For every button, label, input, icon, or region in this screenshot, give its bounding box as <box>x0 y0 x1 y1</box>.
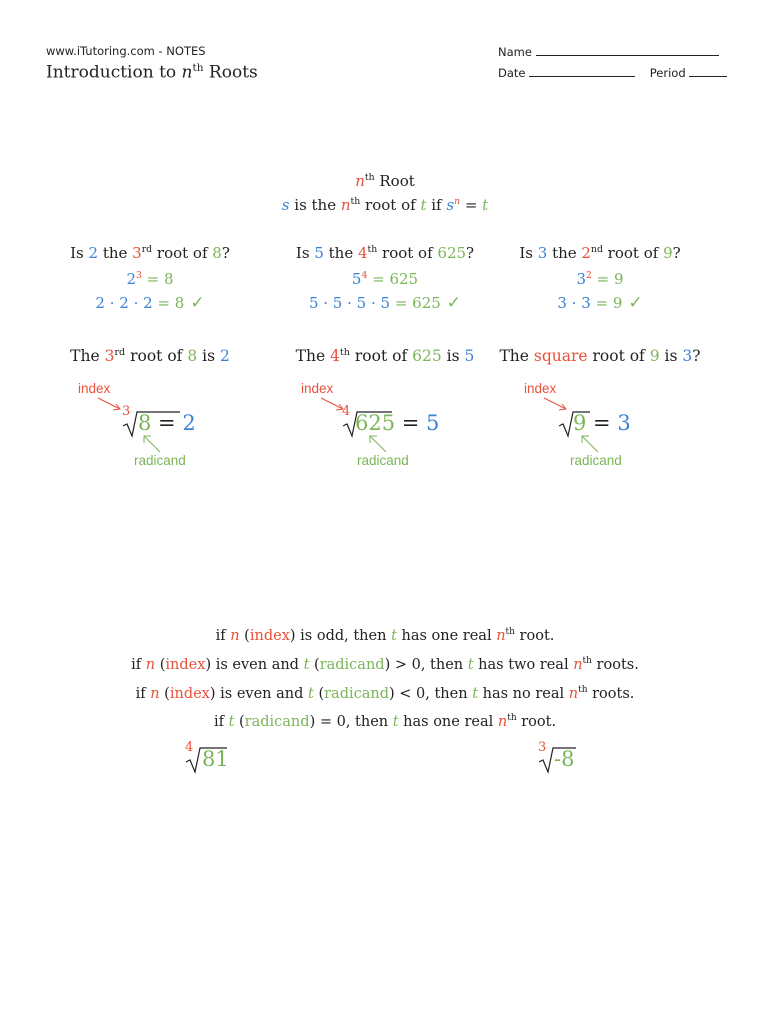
index-number-2: 4 <box>342 404 351 419</box>
exercise-1-radicand: 81 <box>202 747 229 771</box>
question-2: Is 5 the 4th root of 625? <box>295 244 475 262</box>
statement-2: The 4th root of 625 is 5 <box>295 347 475 366</box>
index-label-1: index <box>78 381 111 396</box>
radicand-arrow-3 <box>578 434 602 454</box>
rule-1: if n (index) is odd, then t has one real $n^{th}$ root. <box>215 627 555 644</box>
rule-4: if t (radicand) = 0, then t has one real $n^{th}$ root. <box>213 713 557 731</box>
radical-expression-2: 625 = 5 <box>355 411 440 435</box>
date-blank[interactable] <box>529 66 635 77</box>
name-label: Name <box>498 45 532 59</box>
radicand-label-3: radicand <box>570 453 622 468</box>
statement-1: The 3rd root of 8 is 2 <box>70 347 230 366</box>
question-3: Is 3 the 2nd root of 9? <box>519 244 681 262</box>
rule-3: if n (index) is even and t (radicand) < 0, then t has no real $n^{th}$ roots. <box>135 684 635 702</box>
page-title: Introduction to $n^{th}$ Roots <box>46 62 258 83</box>
power-check-2: $5^4 = 625$ <box>351 270 419 288</box>
rules-list <box>0 620 770 735</box>
check-mark-icon: ✓ <box>190 293 205 313</box>
radicand-arrow-1 <box>140 434 164 454</box>
date-label: Date <box>498 66 526 80</box>
site-label: www.iTutoring.com - NOTES <box>46 44 206 58</box>
period-blank[interactable] <box>689 66 727 77</box>
product-check-1: 2 · 2 · 2 = 8 ✓ <box>95 293 205 313</box>
name-field[interactable] <box>498 45 719 59</box>
exercise-2-radicand: -8 <box>554 747 575 771</box>
question-1: Is 2 the 3rd root of 8? <box>70 244 230 262</box>
product-check-2: 5 · 5 · 5 · 5 = 625 ✓ <box>308 293 462 313</box>
radicand-label-1: radicand <box>134 453 186 468</box>
rule-2: if n (index) is even and t (radicand) > 0, then t has two real $n^{th}$ roots. <box>131 655 639 673</box>
definition-title: $n^{th}$ Root <box>355 172 415 190</box>
exercise-2-index: 3 <box>538 740 547 755</box>
index-label-2: index <box>301 381 334 396</box>
radical-expression-1: 8 = 2 <box>138 411 196 435</box>
exercise-1-index: 4 <box>185 740 194 755</box>
index-number-1: 3 <box>122 404 131 419</box>
power-check-3: $3^2 = 9$ <box>576 270 624 288</box>
date-period-row <box>498 66 727 80</box>
period-label: Period <box>649 66 686 80</box>
check-mark-icon: ✓ <box>446 293 462 313</box>
product-check-3: 3 · 3 = 9 ✓ <box>557 293 643 313</box>
statement-3: The square root of 9 is 3? <box>499 347 701 366</box>
radicand-label-2: radicand <box>357 453 409 468</box>
power-check-1: $2^3 = 8$ <box>126 270 174 288</box>
radicand-arrow-2 <box>366 434 390 454</box>
name-blank[interactable] <box>536 45 719 56</box>
check-mark-icon: ✓ <box>628 293 643 313</box>
definition-statement: s is the $n^{th}$ root of t if $s^n = t$ <box>281 196 489 214</box>
radical-expression-3: 9 = 3 <box>573 411 631 435</box>
index-label-3: index <box>524 381 557 396</box>
